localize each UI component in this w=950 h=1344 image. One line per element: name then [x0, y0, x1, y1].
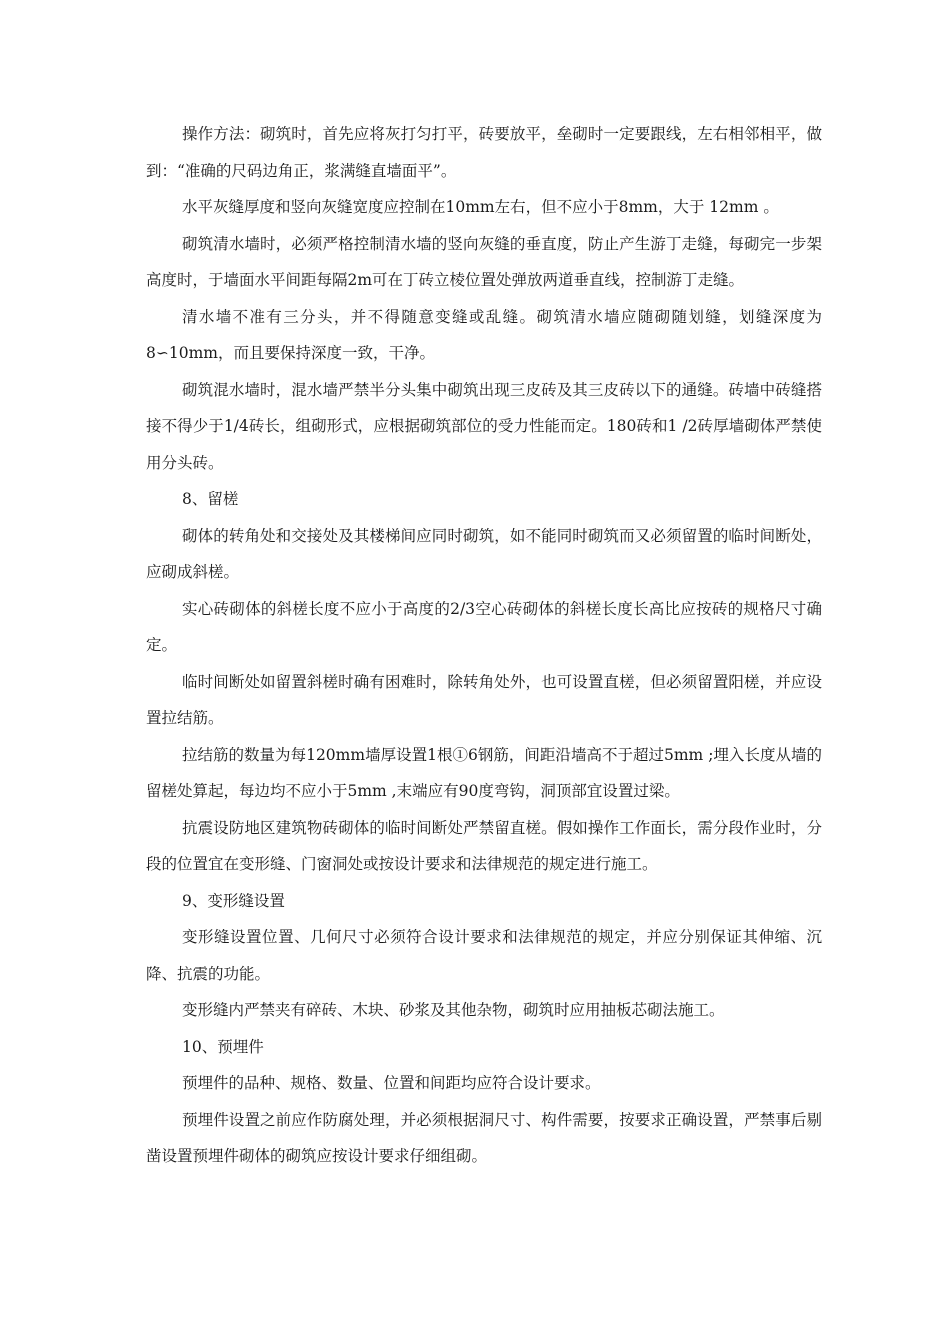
paragraph-joint-position: 变形缝设置位置、几何尺寸必须符合设计要求和法律规范的规定，并应分别保证其伸缩、沉降、抗震的功能。 [146, 928, 822, 983]
paragraph-tie-bars: 拉结筋的数量为每120mm墙厚设置1根①6钢筋，间距沿墙高不于超过5mm ;埋入长度从墙的留槎处算起，每边均不应小于5mm ,末端应有90度弯钩，洞顶部宜设置过梁。 [146, 745, 822, 800]
paragraph-joint-thickness: 水平灰缝厚度和竖向灰缝宽度应控制在10mm左右，但不应小于8mm，大于 12mm 。 [182, 198, 779, 216]
section-heading-movement-joints: 9、变形缝设置 [182, 891, 285, 910]
paragraph-plastered-wall: 砌筑混水墙时，混水墙严禁半分头集中砌筑出现三皮砖及其三皮砖以下的通缝。砖墙中砖缝搭接不得少于1/4砖长，组砌形式，应根据砌筑部位的受力性能而定。180砖和1 /2砖厚墙砌体严禁使用分头砖。 [146, 380, 822, 472]
section-heading-embedded-parts: 10、预埋件 [182, 1037, 264, 1056]
paragraph-straight-toothing: 临时间断处如留置斜槎时确有困难时，除转角处外，也可设置直槎，但必须留置阳槎，并应设置拉结筋。 [146, 672, 822, 727]
section-heading-toothing: 8、留槎 [182, 490, 239, 508]
paragraph-raking-length: 实心砖砌体的斜槎长度不应小于高度的2/3空心砖砌体的斜槎长度长高比应按砖的规格尺寸确定。 [146, 599, 822, 654]
paragraph-embedded-requirements: 预埋件的品种、规格、数量、位置和间距均应符合设计要求。 [182, 1074, 601, 1092]
paragraph-joint-debris: 变形缝内严禁夹有碎砖、木块、砂浆及其他杂物，砌筑时应用抽板芯砌法施工。 [182, 1001, 725, 1019]
paragraph-corner-toothing: 砌体的转角处和交接处及其楼梯间应同时砌筑，如不能同时砌筑而又必须留置的临时间断处，应砌成斜槎。 [146, 526, 822, 581]
paragraph-joint-raking: 清水墙不准有三分头，并不得随意变缝或乱缝。砌筑清水墙应随砌随划缝，划缝深度为8∽10mm，而且要保持深度一致，干净。 [146, 307, 822, 362]
paragraph-operation-method: 操作方法：砌筑时，首先应将灰打匀打平，砖要放平，垒砌时一定要跟线，左右相邻相平，做到：“准确的尺码边角正，浆满缝直墙面平”。 [146, 125, 822, 180]
paragraph-embedded-treatment: 预埋件设置之前应作防腐处理，并必须根据洞尺寸、构件需要，按要求正确设置，严禁事后剔凿设置预埋件砌体的砌筑应按设计要求仔细组砌。 [146, 1110, 822, 1165]
paragraph-fair-faced-wall: 砌筑清水墙时，必须严格控制清水墙的竖向灰缝的垂直度，防止产生游丁走缝，每砌完一步架高度时，于墙面水平间距每隔2m可在丁砖立棱位置处弹放两道垂直线，控制游丁走缝。 [146, 234, 822, 289]
document-body [146, 116, 822, 1175]
paragraph-seismic: 抗震设防地区建筑物砖砌体的临时间断处严禁留直槎。假如操作工作面长，需分段作业时，分段的位置宜在变形缝、门窗洞处或按设计要求和法律规范的规定进行施工。 [146, 818, 822, 873]
